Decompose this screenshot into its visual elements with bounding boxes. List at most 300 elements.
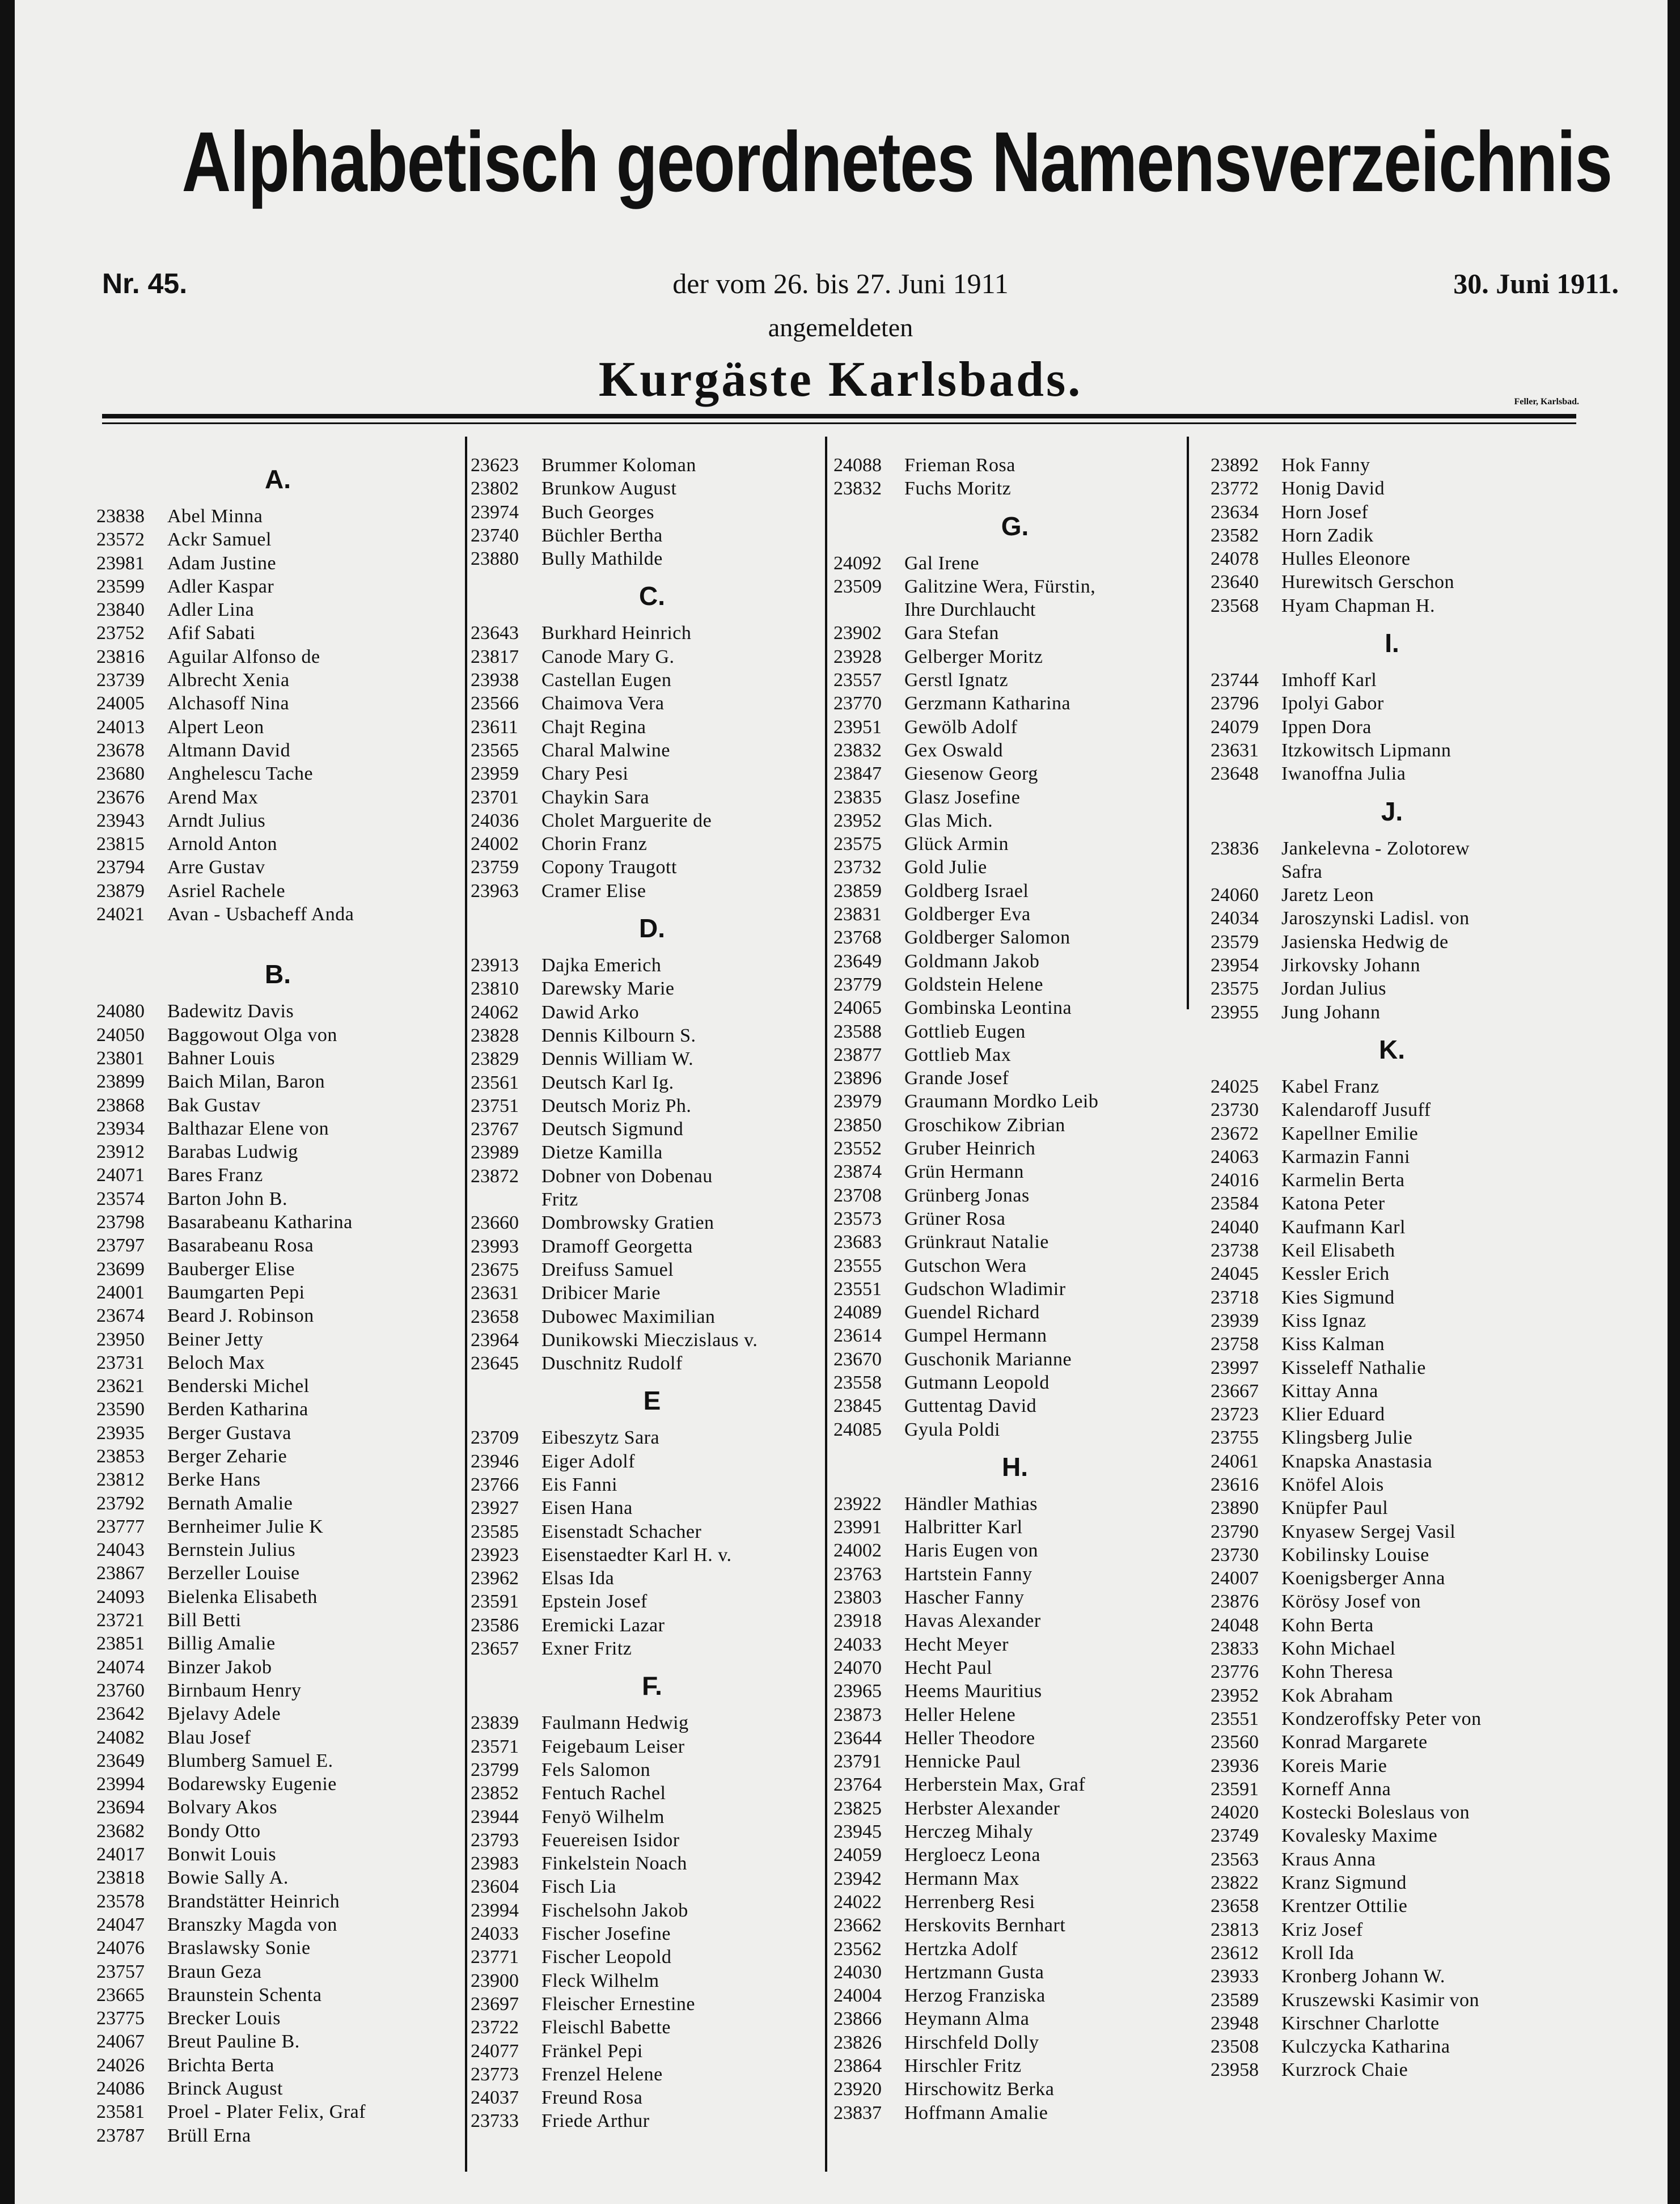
guest-entry	[96, 1679, 459, 1702]
guest-number: 23772	[1211, 478, 1259, 500]
guest-number: 23796	[1211, 693, 1259, 714]
guest-entry	[471, 762, 833, 785]
guest-name: Adler Kaspar	[167, 576, 274, 597]
guest-name: Kiss Kalman	[1281, 1334, 1385, 1355]
guest-entry	[833, 1961, 1196, 1984]
guest-entry	[1211, 762, 1573, 785]
guest-entry	[471, 1852, 833, 1875]
guest-number: 23874	[833, 1161, 882, 1183]
guest-entry	[471, 832, 833, 856]
guest-number: 24033	[471, 1923, 519, 1945]
guest-entry	[96, 669, 459, 692]
guest-entry	[96, 1538, 459, 1562]
guest-entry	[1211, 2035, 1573, 2058]
guest-entry	[96, 1796, 459, 1819]
guest-entry	[1211, 739, 1573, 762]
guest-number: 23859	[833, 880, 882, 902]
guest-entry	[96, 903, 459, 926]
guest-entry	[96, 1281, 459, 1304]
guest-number: 23579	[1211, 931, 1259, 953]
guest-name: Klier Eduard	[1281, 1404, 1385, 1425]
guest-name: Beiner Jetty	[167, 1329, 264, 1350]
guest-name: Bully Mathilde	[541, 548, 663, 570]
guest-name: Chorin Franz	[541, 834, 648, 855]
guest-name: Blau Josef	[167, 1727, 251, 1748]
guest-entry	[1211, 1918, 1573, 1941]
guest-entry	[833, 1301, 1196, 1324]
guest-entry	[96, 1726, 459, 1749]
guest-name: Guschonik Marianne	[904, 1348, 1072, 1370]
guest-number: 23631	[1211, 739, 1259, 761]
letter-heading: E	[643, 1386, 661, 1416]
guest-name: Iwanoffna Julia	[1281, 763, 1406, 785]
guest-number: 23876	[1211, 1591, 1259, 1613]
guest-name: Barabas Ludwig	[167, 1141, 298, 1163]
guest-name: Kaufmann Karl	[1281, 1216, 1406, 1238]
guest-number: 23939	[1211, 1310, 1259, 1331]
guest-entry	[1211, 977, 1573, 1000]
guest-number: 24093	[96, 1586, 145, 1607]
guest-number: 23676	[96, 786, 145, 808]
guest-name: Goldberger Eva	[904, 904, 1031, 925]
guest-name: Brinck August	[167, 2078, 283, 2099]
guest-name: Fenyö Wilhelm	[541, 1806, 665, 1827]
guest-entry	[833, 879, 1196, 903]
guest-number: 23590	[96, 1399, 145, 1420]
guest-entry	[96, 1374, 459, 1398]
header-rule-thin	[102, 422, 1576, 424]
guest-number: 23589	[1211, 1989, 1259, 2011]
guest-name: Bill Betti	[167, 1610, 242, 1631]
guest-name: Avan - Usbacheff Anda	[167, 904, 354, 925]
guest-number: 23722	[471, 2017, 519, 2038]
guest-number: 24004	[833, 1985, 882, 2007]
guest-name: Gewölb Adolf	[904, 716, 1018, 738]
guest-number: 24086	[96, 2078, 145, 2099]
guest-name: Grün Hermann	[904, 1161, 1024, 1183]
guest-name: Gelberger Moritz	[904, 646, 1043, 667]
guest-number: 23755	[1211, 1427, 1259, 1449]
guest-name: Jaroszynski Ladisl. von	[1281, 908, 1470, 929]
guest-name: Korneff Anna	[1281, 1778, 1391, 1800]
guest-entry	[471, 809, 833, 832]
guest-name: Copony Traugott	[541, 857, 677, 878]
guest-name: Beard J. Robinson	[167, 1305, 314, 1327]
guest-entry	[833, 1090, 1196, 1113]
guest-entry	[833, 1890, 1196, 1914]
guest-entry	[1211, 1216, 1573, 1239]
guest-entry	[471, 1758, 833, 1782]
guest-entry	[96, 1070, 459, 1093]
guest-entry	[833, 1230, 1196, 1254]
guest-name: Billig Amalie	[167, 1633, 276, 1655]
guest-entry	[833, 973, 1196, 996]
guest-name: Kok Abraham	[1281, 1685, 1394, 1706]
name-column-4	[1211, 454, 1573, 2082]
guest-entry	[96, 716, 459, 739]
guest-number: 23954	[1211, 955, 1259, 976]
guest-entry	[1211, 1309, 1573, 1332]
guest-name: Dribicer Marie	[541, 1283, 661, 1304]
guest-entry	[1211, 669, 1573, 692]
guest-name: Darewsky Marie	[541, 978, 675, 1000]
guest-entry	[471, 1543, 833, 1567]
guest-name: Kies Sigmund	[1281, 1287, 1395, 1308]
guest-number: 23851	[96, 1633, 145, 1655]
guest-number: 23612	[1211, 1942, 1259, 1964]
guest-entry	[96, 1468, 459, 1491]
guest-number: 23708	[833, 1185, 882, 1206]
guest-entry	[471, 1426, 833, 1449]
guest-number: 24020	[1211, 1802, 1259, 1824]
guest-entry	[1211, 692, 1573, 715]
guest-name: Bolvary Akos	[167, 1797, 277, 1818]
guest-entry	[96, 832, 459, 856]
guest-name: Finkelstein Noach	[541, 1853, 687, 1875]
guest-name: Burkhard Heinrich	[541, 623, 692, 644]
guest-number: 23730	[1211, 1544, 1259, 1566]
guest-number: 23958	[1211, 2059, 1259, 2081]
guest-entry	[96, 1492, 459, 1515]
guest-name: Bonwit Louis	[167, 1844, 277, 1865]
guest-entry	[833, 621, 1196, 645]
guest-entry	[471, 1875, 833, 1898]
guest-name: Hergloecz Leona	[904, 1845, 1041, 1866]
guest-entry	[96, 1258, 459, 1281]
guest-entry	[96, 879, 459, 903]
guest-number: 23771	[471, 1947, 519, 1968]
guest-number: 23879	[96, 880, 145, 902]
guest-name: Fleck Wilhelm	[541, 1970, 659, 1991]
guest-number: 23867	[96, 1563, 145, 1584]
guest-name: Brecker Louis	[167, 2008, 281, 2029]
guest-entry	[833, 1254, 1196, 1277]
guest-number: 23920	[833, 2079, 882, 2100]
guest-name: Konrad Margarete	[1281, 1732, 1428, 1753]
guest-number: 23631	[471, 1283, 519, 1304]
guest-number: 23575	[833, 834, 882, 855]
guest-name: Hecht Meyer	[904, 1634, 1009, 1655]
guest-number: 23826	[833, 2032, 882, 2053]
guest-name: Beloch Max	[167, 1352, 265, 1373]
guest-number: 23614	[833, 1325, 882, 1347]
guest-number: 23951	[833, 716, 882, 738]
guest-name: Freund Rosa	[541, 2087, 643, 2109]
letter-heading: I.	[1385, 628, 1399, 658]
guest-number: 24007	[1211, 1568, 1259, 1589]
guest-entry	[1211, 1848, 1573, 1871]
guest-number: 23730	[1211, 1099, 1259, 1121]
guest-name: Fischelsohn Jakob	[541, 1900, 688, 1921]
guest-entry	[833, 903, 1196, 926]
guest-entry	[96, 1351, 459, 1374]
guest-name: Hirschler Fritz	[904, 2055, 1022, 2076]
guest-name: Goldmann Jakob	[904, 950, 1040, 972]
guest-number: 23852	[471, 1783, 519, 1804]
guest-number: 23991	[833, 1517, 882, 1538]
guest-name: Frieman Rosa	[904, 455, 1015, 476]
guest-entry	[833, 716, 1196, 739]
guest-name: Fleischl Babette	[541, 2017, 671, 2038]
guest-number: 24002	[471, 834, 519, 855]
guest-number: 23744	[1211, 670, 1259, 691]
guest-name: Knapska Anastasia	[1281, 1450, 1433, 1472]
guest-number: 23850	[833, 1114, 882, 1136]
guest-entry	[96, 1515, 459, 1538]
guest-number: 23864	[833, 2055, 882, 2076]
guest-entry	[471, 2016, 833, 2039]
guest-number: 23683	[833, 1232, 882, 1253]
guest-number: 23899	[96, 1071, 145, 1093]
guest-number: 23845	[833, 1395, 882, 1417]
guest-number: 23802	[471, 478, 519, 500]
guest-entry	[833, 2078, 1196, 2101]
guest-number: 23948	[1211, 2012, 1259, 2034]
guest-name: Gudschon Wladimir	[904, 1278, 1066, 1300]
guest-entry	[833, 1797, 1196, 1820]
guest-entry	[96, 1772, 459, 1796]
guest-name: Kalendaroff Jusuff	[1281, 1099, 1431, 1121]
entry-continuation: Safra	[1281, 861, 1322, 882]
guest-name: Dennis Kilbourn S.	[541, 1025, 696, 1046]
column-divider	[465, 437, 467, 2172]
guest-number: 23766	[471, 1474, 519, 1495]
guest-name: Körösy Josef von	[1281, 1591, 1421, 1613]
guest-entry	[1211, 1778, 1573, 1801]
guest-number: 23900	[471, 1970, 519, 1991]
guest-number: 23645	[471, 1353, 519, 1374]
guest-entry	[1211, 1965, 1573, 1988]
guest-entry	[96, 1609, 459, 1632]
guest-number: 23562	[833, 1938, 882, 1960]
guest-number: 23571	[471, 1736, 519, 1757]
guest-number: 23604	[471, 1876, 519, 1898]
guest-name: Eis Fanni	[541, 1474, 617, 1495]
guest-number: 24001	[96, 1281, 145, 1303]
guest-entry	[1211, 1403, 1573, 1426]
guest-entry	[471, 1614, 833, 1637]
guest-number: 23942	[833, 1868, 882, 1889]
guest-entry	[96, 1866, 459, 1889]
guest-name: Kapellner Emilie	[1281, 1123, 1419, 1144]
guest-name: Havas Alexander	[904, 1610, 1041, 1632]
guest-name: Brummer Koloman	[541, 455, 696, 476]
guest-name: Chajt Regina	[541, 716, 646, 738]
guest-name: Kessler Erich	[1281, 1263, 1390, 1285]
guest-name: Ippen Dora	[1281, 716, 1372, 738]
guest-entry	[471, 1945, 833, 1969]
guest-number: 23964	[471, 1329, 519, 1351]
guest-entry	[1211, 1520, 1573, 1543]
guest-name: Koenigsberger Anna	[1281, 1568, 1445, 1589]
guest-entry	[471, 1165, 833, 1188]
guest-name: Chaykin Sara	[541, 786, 650, 808]
guest-name: Arnold Anton	[167, 834, 277, 855]
guest-name: Fränkel Pepi	[541, 2040, 643, 2062]
guest-entry	[833, 762, 1196, 785]
guest-number: 23890	[1211, 1497, 1259, 1519]
guest-number: 24025	[1211, 1076, 1259, 1097]
guest-name: Alpert Leon	[167, 716, 264, 738]
guest-entry	[833, 1727, 1196, 1750]
guest-name: Gruber Heinrich	[904, 1138, 1036, 1160]
guest-entry	[96, 575, 459, 598]
guest-entry	[833, 1938, 1196, 1961]
guest-entry	[833, 832, 1196, 856]
guest-number: 24089	[833, 1302, 882, 1323]
guest-name: Itzkowitsch Lipmann	[1281, 739, 1452, 761]
guest-number: 23675	[471, 1259, 519, 1280]
guest-number: 24005	[96, 693, 145, 714]
guest-name: Gerstl Ignatz	[904, 670, 1009, 691]
guest-number: 23912	[96, 1141, 145, 1163]
guest-name: Arend Max	[167, 786, 259, 808]
guest-entry	[1211, 907, 1573, 930]
guest-entry	[471, 879, 833, 903]
guest-name: Büchler Bertha	[541, 524, 663, 546]
guest-number: 24078	[1211, 548, 1259, 570]
guest-name: Kurzrock Chaie	[1281, 2059, 1408, 2081]
guest-entry	[833, 1820, 1196, 1843]
guest-number: 23701	[471, 786, 519, 808]
guest-name: Gara Stefan	[904, 623, 999, 644]
guest-name: Fisch Lia	[541, 1876, 616, 1898]
guest-name: Brandstätter Heinrich	[167, 1890, 340, 1912]
guest-entry	[833, 552, 1196, 575]
guest-entry	[96, 552, 459, 575]
guest-entry	[471, 1329, 833, 1352]
guest-entry	[1211, 1590, 1573, 1613]
guest-number: 23892	[1211, 455, 1259, 476]
guest-number: 24062	[471, 1001, 519, 1023]
guest-name: Aguilar Alfonso de	[167, 646, 320, 667]
guest-number: 23794	[96, 857, 145, 878]
guest-name: Feuereisen Isidor	[541, 1829, 680, 1851]
guest-entry	[833, 1609, 1196, 1632]
guest-number: 23732	[833, 857, 882, 878]
guest-number: 23509	[833, 576, 882, 597]
guest-number: 23933	[1211, 1966, 1259, 1987]
guest-name: Braun Geza	[167, 1961, 262, 1982]
guest-entry	[833, 2101, 1196, 2125]
guest-name: Bak Gustav	[167, 1094, 261, 1116]
guest-number: 23853	[96, 1445, 145, 1467]
scan-border-left	[0, 0, 15, 2204]
guest-entry	[471, 1637, 833, 1660]
guest-name: Heems Mauritius	[904, 1681, 1042, 1702]
guest-name: Hertzka Adolf	[904, 1938, 1018, 1960]
guest-entry	[96, 1234, 459, 1257]
guest-name: Benderski Michel	[167, 1376, 310, 1397]
guest-name: Klingsberg Julie	[1281, 1427, 1413, 1449]
guest-name: Eisenstadt Schacher	[541, 1521, 702, 1542]
guest-entry	[1211, 1426, 1573, 1449]
guest-name: Jaretz Leon	[1281, 885, 1374, 906]
guest-name: Anghelescu Tache	[167, 763, 314, 785]
guest-number: 23563	[1211, 1848, 1259, 1870]
guest-number: 23927	[471, 1497, 519, 1519]
guest-number: 24088	[833, 455, 882, 476]
guest-name: Heymann Alma	[904, 2008, 1030, 2030]
guest-name: Faulmann Hedwig	[541, 1712, 689, 1734]
guest-entry	[833, 1914, 1196, 1937]
guest-entry	[96, 528, 459, 551]
guest-name: Dreifuss Samuel	[541, 1259, 674, 1280]
guest-number: 23768	[833, 927, 882, 949]
guest-name: Haris Eugen von	[904, 1540, 1039, 1562]
guest-number: 23680	[96, 763, 145, 785]
guest-number: 23555	[833, 1255, 882, 1276]
letter-heading: G.	[1001, 511, 1029, 541]
guest-name: Chary Pesi	[541, 763, 629, 785]
guest-number: 23558	[833, 1372, 882, 1393]
guest-number: 23599	[96, 576, 145, 597]
guest-entry	[1211, 883, 1573, 907]
guest-name: Koreis Marie	[1281, 1755, 1387, 1776]
guest-name: Kabel Franz	[1281, 1076, 1379, 1097]
guest-entry	[471, 1450, 833, 1473]
guest-number: 23764	[833, 1774, 882, 1796]
guest-name: Deutsch Karl Ig.	[541, 1072, 674, 1093]
guest-name: Dajka Emerich	[541, 955, 662, 976]
guest-entry	[471, 2109, 833, 2133]
guest-number: 23943	[96, 810, 145, 831]
guest-entry	[1211, 1754, 1573, 1778]
letter-heading: C.	[639, 581, 665, 611]
guest-name: Berger Zeharie	[167, 1445, 287, 1467]
guest-name: Albrecht Xenia	[167, 670, 290, 691]
guest-entry	[96, 645, 459, 669]
guest-number: 23752	[96, 623, 145, 644]
guest-number: 23642	[96, 1703, 145, 1725]
guest-number: 23740	[471, 524, 519, 546]
guest-number: 23838	[96, 506, 145, 527]
guest-name: Bondy Otto	[167, 1820, 261, 1842]
guest-name: Heller Helene	[904, 1704, 1016, 1725]
guest-number: 23866	[833, 2008, 882, 2030]
guest-name: Gerzmann Katharina	[904, 693, 1071, 714]
guest-name: Hermann Max	[904, 1868, 1019, 1889]
guest-number: 24021	[96, 904, 145, 925]
guest-entry	[96, 2077, 459, 2100]
guest-entry	[96, 786, 459, 809]
guest-entry	[96, 1094, 459, 1117]
guest-entry	[833, 1867, 1196, 1890]
guest-number: 23832	[833, 739, 882, 761]
guest-entry	[1211, 1894, 1573, 1918]
guest-name: Castellan Eugen	[541, 670, 672, 691]
guest-entry	[833, 669, 1196, 692]
guest-number: 23694	[96, 1797, 145, 1818]
guest-name: Deutsch Sigmund	[541, 1119, 684, 1140]
guest-entry	[471, 1235, 833, 1258]
guest-number: 23665	[96, 1984, 145, 2006]
guest-number: 23552	[833, 1138, 882, 1160]
guest-entry	[833, 1586, 1196, 1609]
guest-entry	[471, 1782, 833, 1805]
guest-name: Jankelevna - Zolotorew	[1281, 837, 1470, 859]
guest-name: Kiss Ignaz	[1281, 1310, 1366, 1331]
guest-number: 24033	[833, 1634, 882, 1655]
guest-name: Alchasoff Nina	[167, 693, 290, 714]
guest-number: 24059	[833, 1845, 882, 1866]
guest-name: Bahner Louis	[167, 1047, 276, 1069]
guest-number: 23840	[96, 599, 145, 621]
guest-entry	[471, 1711, 833, 1735]
guest-entry	[471, 954, 833, 977]
guest-entry	[1211, 1543, 1573, 1567]
guest-entry	[471, 2063, 833, 2086]
